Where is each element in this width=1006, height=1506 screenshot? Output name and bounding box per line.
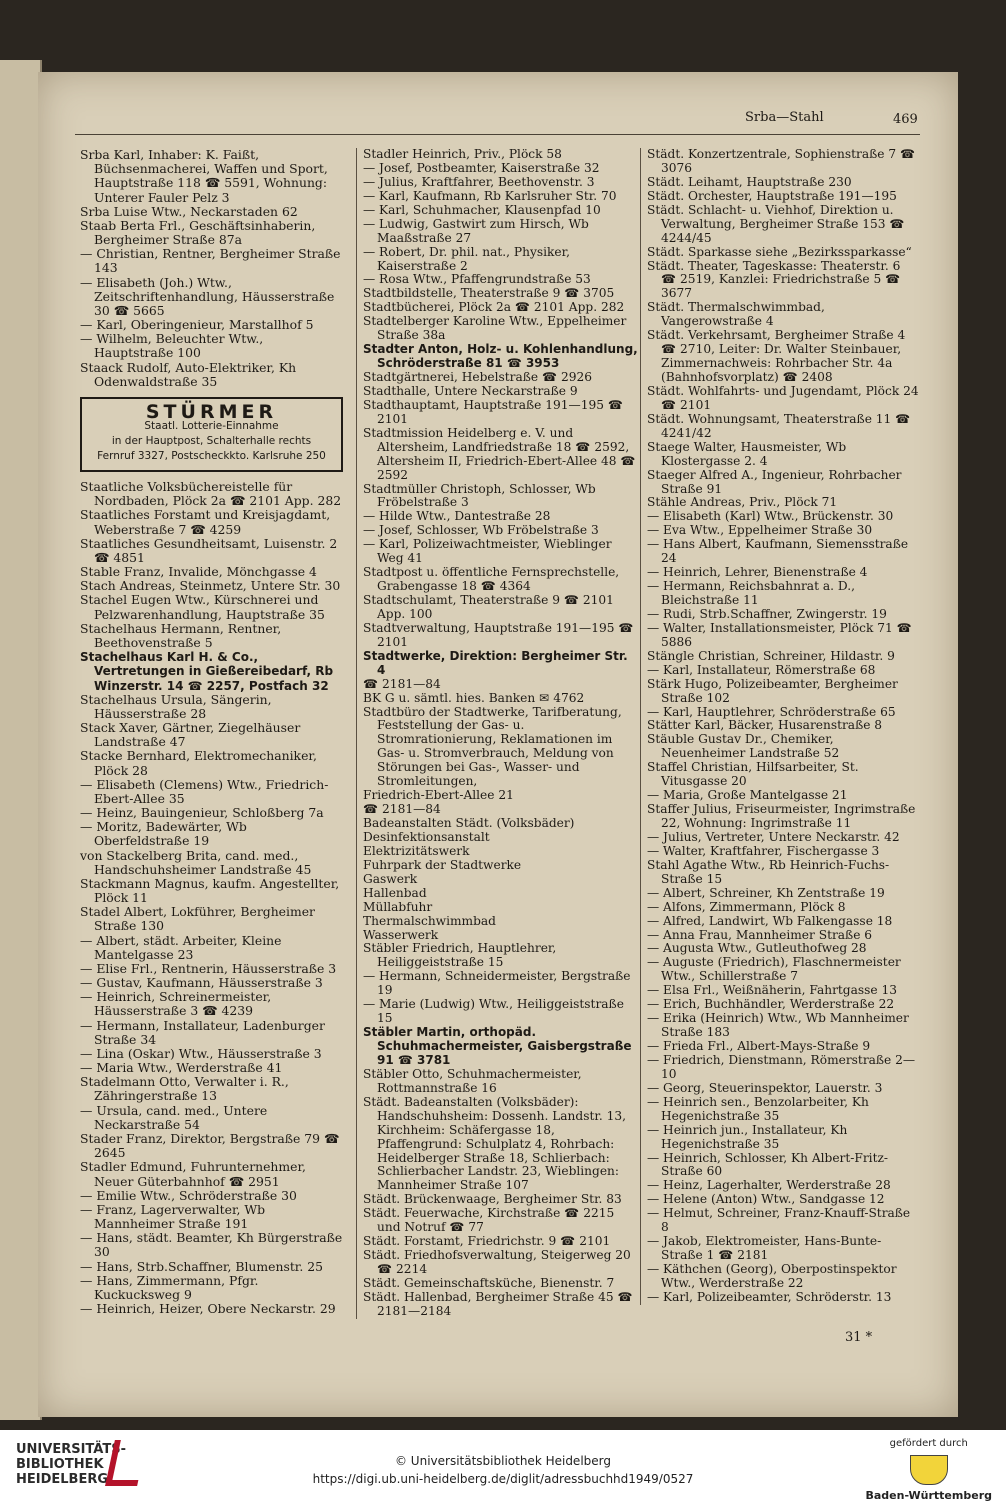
directory-entry: Stadtbücherei, Plöck 2a ☎ 2101 App. 282 — [363, 300, 625, 315]
directory-entry: Stätter Karl, Bäcker, Husarenstraße 8 — [647, 718, 883, 733]
directory-entry: — Helmut, Schreiner, Franz-Knauff-Straße 8 — [647, 1206, 911, 1235]
directory-entry: Städt. Friedhofsverwaltung, Steigerweg 20 ☎ 2214 — [363, 1248, 631, 1276]
directory-entry: Stadtmission Heidelberg e. V. und Altersheim, Landfriedstraße 18 ☎ 2592, Altersheim II, Friedrich-Ebert-Allee 48 ☎ 2592 — [363, 425, 636, 482]
directory-entry: — Walter, Installationsmeister, Plöck 71 ☎ 5886 — [647, 620, 912, 649]
directory-entry: von Stackelberg Brita, cand. med., Handschuhsheimer Landstraße 45 — [80, 847, 312, 877]
directory-entry: — Heinrich jun., Installateur, Kh Hegenichstraße 35 — [647, 1122, 848, 1151]
directory-entry: Städt. Sparkasse siehe „Bezirkssparkasse“ — [647, 244, 912, 259]
copyright-notice: © Universitätsbibliothek Heidelberg — [394, 1454, 611, 1468]
directory-entry: Staack Rudolf, Auto-Elektriker, Kh Odenwaldstraße 35 — [80, 359, 297, 389]
ad-name: STÜRMER — [145, 400, 278, 423]
directory-entry: BK G u. sämtl. hies. Banken ✉ 4762 — [363, 690, 585, 705]
directory-entry: Städt. Brückenwaage, Bergheimer Str. 83 — [363, 1192, 622, 1207]
directory-entry: Müllabfuhr — [363, 899, 433, 914]
directory-entry: Städt. Orchester, Hauptstraße 191—195 — [647, 188, 897, 203]
directory-entry: ☎ 2181—84 — [363, 676, 441, 691]
funder-logo[interactable] — [865, 1438, 992, 1502]
directory-entry: — Karl, Hauptlehrer, Schröderstraße 65 — [647, 704, 896, 719]
directory-entry: — Jakob, Elektromeister, Hans-Bunte-Straße 1 ☎ 2181 — [647, 1234, 882, 1263]
directory-entry: Städt. Leihamt, Hauptstraße 230 — [647, 174, 852, 189]
directory-entry: Staffer Julius, Friseurmeister, Ingrimstraße 22, Wohnung: Ingrimstraße 11 — [647, 802, 916, 830]
directory-entry: Stadthalle, Untere Neckarstraße 9 — [363, 383, 578, 398]
directory-entry: — Lina (Oskar) Wtw., Häusserstraße 3 — [80, 1045, 322, 1061]
directory-entry: — Auguste (Friedrich), Flaschnermeister Wtw., Schillerstraße 7 — [647, 955, 901, 984]
directory-entry: Stadter Anton, Holz- u. Kohlenhandlung, Schröderstraße 81 ☎ 3953 — [363, 342, 638, 371]
directory-entry: Staatliches Forstamt und Kreisjagdamt, Weberstraße 7 ☎ 4259 — [80, 507, 331, 537]
directory-entry: Stadtelberger Karoline Wtw., Eppelheimer Straße 38a — [363, 314, 627, 343]
directory-entry: Stadtpost u. öffentliche Fernsprechstelle, Grabengasse 18 ☎ 4364 — [363, 565, 620, 594]
directory-entry: Stachelhaus Hermann, Rentner, Beethovenstraße 5 — [80, 620, 282, 650]
directory-entry: Srba Luise Wtw., Neckarstaden 62 — [80, 203, 298, 219]
directory-entry: Gaswerk — [363, 871, 418, 886]
directory-entry: Städt. Hallenbad, Bergheimer Straße 45 ☎ 2181—2184 — [363, 1289, 633, 1318]
directory-entry: Stäbler Otto, Schuhmachermeister, Rottmannstraße 16 — [363, 1066, 582, 1095]
directory-entry: — Ludwig, Gastwirt zum Hirsch, Wb Maaßstraße 27 — [363, 216, 589, 245]
column-2 — [356, 148, 638, 1319]
directory-entry: — Hermann, Schneidermeister, Bergstraße 19 — [363, 969, 631, 998]
directory-entry: Stachelhaus Karl H. & Co., Vertretungen in Gießereibedarf, Rb Winzerstr. 14 ☎ 2257, Postfach 32 — [80, 650, 334, 693]
directory-entry: Städt. Feuerwache, Kirchstraße ☎ 2215 und Notruf ☎ 77 — [363, 1206, 615, 1235]
directory-entry: Stader Franz, Direktor, Bergstraße 79 ☎ 2645 — [80, 1131, 340, 1161]
directory-entry: — Elisabeth (Karl) Wtw., Brückenstr. 30 — [647, 509, 894, 524]
directory-entry: — Heinz, Lagerhalter, Werderstraße 28 — [647, 1178, 891, 1193]
header-rule — [75, 134, 920, 135]
directory-entry: Stadtschulamt, Theaterstraße 9 ☎ 2101 App. 100 — [363, 593, 614, 621]
funder-name: Baden-Württemberg — [865, 1489, 992, 1502]
directory-entry: — Ursula, cand. med., Untere Neckarstraße 54 — [80, 1102, 268, 1132]
directory-entry: — Heinz, Bauingenieur, Schloßberg 7a — [80, 805, 324, 821]
column-3 — [640, 148, 919, 1305]
permalink[interactable]: https://digi.ub.uni-heidelberg.de/diglit/adressbuchhd1949/0527 — [312, 1472, 694, 1486]
directory-entry: — Rudi, Strb.Schaffner, Zwingerstr. 19 — [647, 606, 887, 621]
directory-entry: — Hans, städt. Beamter, Kh Bürgerstraße 30 — [80, 1230, 343, 1260]
directory-entry: Städt. Theater, Tageskasse: Theaterstr. 6 ☎ 2519, Kanzlei: Friedrichstraße 5 ☎ 3677 — [647, 258, 901, 301]
directory-entry: Stähle Andreas, Priv., Plöck 71 — [647, 495, 838, 510]
directory-entry: — Albert, Schreiner, Kh Zentstraße 19 — [647, 885, 885, 900]
directory-entry: Stacke Bernhard, Elektromechaniker, Plöck 28 — [80, 748, 317, 778]
directory-entry: — Elisabeth (Joh.) Wtw., Zeitschriftenhandlung, Häusserstraße 30 ☎ 5665 — [80, 274, 335, 318]
directory-entry: — Erich, Buchhändler, Werderstraße 22 — [647, 997, 895, 1012]
directory-entry: Stahl Agathe Wtw., Rb Heinrich-Fuchs-Straße 15 — [647, 857, 890, 886]
directory-entry: — Albert, städt. Arbeiter, Kleine Mantelgasse 23 — [80, 932, 282, 962]
directory-entry: Desinfektionsanstalt — [363, 829, 490, 844]
directory-entry: Srba Karl, Inhaber: K. Faißt, Büchsenmacherei, Waffen und Sport, Hauptstraße 118 ☎ 5591, Wohnung: Unterer Fauler Pelz 3 — [80, 147, 328, 205]
directory-entry: — Christian, Rentner, Bergheimer Straße 143 — [80, 246, 341, 276]
directory-entry: Stadtgärtnerei, Hebelstraße ☎ 2926 — [363, 370, 593, 384]
directory-entry: — Emilie Wtw., Schröderstraße 30 — [80, 1187, 297, 1203]
directory-entry: Wasserwerk — [363, 927, 439, 942]
directory-entry: — Augusta Wtw., Gutleuthofweg 28 — [647, 941, 867, 956]
library-name-line-3: HEIDELBERG — [16, 1472, 109, 1487]
directory-entry: Stäuble Gustav Dr., Chemiker, Neuenheimer Landstraße 52 — [647, 732, 840, 761]
directory-entry: Friedrich-Ebert-Allee 21 — [363, 788, 514, 803]
directory-entry: — Moritz, Badewärter, Wb Oberfeldstraße 19 — [80, 819, 247, 849]
directory-entry: Städt. Forstamt, Friedrichstr. 9 ☎ 2101 — [363, 1234, 611, 1249]
directory-entry: — Hans, Strb.Schaffner, Blumenstr. 25 — [80, 1258, 324, 1274]
directory-entry: Städt. Wohnungsamt, Theaterstraße 11 ☎ 4241/42 — [647, 411, 911, 440]
directory-entry: Fuhrpark der Stadtwerke — [363, 857, 522, 872]
facing-page-edge — [0, 60, 42, 1420]
directory-entry: — Julius, Kraftfahrer, Beethovenstr. 3 — [363, 174, 595, 189]
directory-entry: — Heinrich, Heizer, Obere Neckarstr. 29 — [80, 1301, 336, 1317]
library-name-line-2: BIBLIOTHEK — [16, 1457, 104, 1472]
directory-entry: Elektrizitätswerk — [363, 843, 470, 858]
directory-entry: Stachelhaus Ursula, Sängerin, Häusserstraße 28 — [80, 691, 272, 721]
directory-entry: Stadtmüller Christoph, Schlosser, Wb Fröbelstraße 3 — [363, 481, 596, 510]
directory-entry: Stadtverwaltung, Hauptstraße 191—195 ☎ 2101 — [363, 620, 634, 649]
directory-entry: Staeger Alfred A., Ingenieur, Rohrbacher Straße 91 — [647, 467, 902, 496]
directory-entry: — Karl, Schuhmacher, Klausenpfad 10 — [363, 202, 601, 217]
directory-entry: — Frieda Frl., Albert-Mays-Straße 9 — [647, 1039, 871, 1053]
directory-entry: Stadtbüro der Stadtwerke, Tarifberatung, Feststellung der Gas- u. Stromrationierung, Reklamationen im Gas- u. Stromverbrauch, Meldung von Störungen bei Gas-, Wasser- und Stromleitungen, — [363, 704, 622, 789]
directory-entry: — Robert, Dr. phil. nat., Physiker, Kaiserstraße 2 — [363, 244, 570, 273]
directory-entry: Stackmann Magnus, kaufm. Angestellter, Plöck 11 — [80, 875, 340, 906]
directory-entry: — Käthchen (Georg), Oberpostinspektor Wtw., Werderstraße 22 — [647, 1262, 897, 1290]
directory-entry: Stadler Heinrich, Priv., Plöck 58 — [363, 147, 562, 161]
directory-entry: Stachel Eugen Wtw., Kürschnerei und Pelzwarenhandlung, Hauptstraße 35 — [80, 592, 325, 622]
directory-entry: — Friedrich, Dienstmann, Römerstraße 2—10 — [647, 1052, 916, 1081]
directory-entry: — Heinrich sen., Benzolarbeiter, Kh Hegenichstraße 35 — [647, 1094, 869, 1123]
directory-entry: — Elisabeth (Clemens) Wtw., Friedrich-Ebert-Allee 35 — [80, 776, 329, 806]
directory-entry: — Karl, Installateur, Römerstraße 68 — [647, 662, 876, 677]
library-name-line-1: UNIVERSITÄTS- — [16, 1442, 126, 1457]
directory-entry: Badeanstalten Städt. (Volksbäder) — [363, 816, 575, 830]
directory-entry: — Wilhelm, Beleuchter Wtw., Hauptstraße 100 — [80, 331, 264, 361]
directory-entry: Stäbler Friedrich, Hauptlehrer, Heiliggeiststraße 15 — [363, 941, 557, 970]
directory-entry: Stadtwerke, Direktion: Bergheimer Str. 4 — [363, 648, 628, 677]
directory-entry: — Hermann, Installateur, Ladenburger Straße 34 — [80, 1017, 325, 1047]
ad-line-2: in der Hauptpost, Schalterhalle rechts — [111, 435, 312, 448]
directory-entry: Staatliche Volksbüchereistelle für Nordbaden, Plöck 2a ☎ 2101 App. 282 — [80, 479, 342, 509]
directory-entry: Thermalschwimmbad — [363, 913, 496, 928]
directory-entry: — Julius, Vertreter, Untere Neckarstr. 42 — [647, 829, 900, 844]
ad-line-1: Staatl. Lotterie-Einnahme — [144, 420, 279, 433]
signature-mark: 31 * — [845, 1330, 873, 1345]
directory-entry: — Erika (Heinrich) Wtw., Wb Mannheimer Straße 183 — [647, 1011, 909, 1040]
directory-entry: — Anna Frau, Mannheimer Straße 6 — [647, 927, 873, 942]
directory-entry: Städt. Verkehrsamt, Bergheimer Straße 4 ☎ 2710, Leiter: Dr. Walter Steinbauer, Zimmernachweis: Rohrbacher Str. 4a (Bahnhofsvorplatz) ☎ 2408 — [647, 328, 906, 384]
directory-entry: — Heinrich, Lehrer, Bienenstraße 4 — [647, 565, 868, 580]
state-coat-of-arms-icon — [910, 1455, 948, 1485]
directory-entry: — Franz, Lagerverwalter, Wb Mannheimer Straße 191 — [80, 1201, 266, 1232]
directory-entry: Hallenbad — [363, 885, 427, 900]
directory-entry: — Heinrich, Schreinermeister, Häusserstraße 3 ☎ 4239 — [80, 989, 272, 1019]
directory-entry: Stach Andreas, Steinmetz, Untere Str. 30 — [80, 578, 341, 594]
directory-entry: — Maria, Große Mantelgasse 21 — [647, 788, 848, 803]
directory-entry: Stadtbildstelle, Theaterstraße 9 ☎ 3705 — [363, 286, 615, 301]
directory-entry: Stadelmann Otto, Verwalter i. R., Zähringerstraße 13 — [80, 1074, 289, 1104]
directory-entry: Stack Xaver, Gärtner, Ziegelhäuser Landstraße 47 — [80, 720, 301, 750]
directory-entry: ☎ 2181—84 — [363, 802, 441, 817]
directory-entry: Städt. Wohlfahrts- und Jugendamt, Plöck 24 ☎ 2101 — [647, 383, 919, 412]
directory-entry: — Georg, Steuerinspektor, Lauerstr. 3 — [647, 1080, 883, 1095]
funded-by-label: gefördert durch — [889, 1438, 968, 1449]
directory-entry: — Alfons, Zimmermann, Plöck 8 — [647, 899, 846, 914]
directory-entry: — Walter, Kraftfahrer, Fischergasse 3 — [647, 843, 880, 858]
directory-entry: — Karl, Oberingenieur, Marstallhof 5 — [80, 317, 314, 333]
directory-entry: — Rosa Wtw., Pfaffengrundstraße 53 — [363, 272, 591, 287]
directory-entry: — Karl, Polizeiwachtmeister, Wieblinger Weg 41 — [363, 537, 612, 566]
directory-entry: Staege Walter, Hausmeister, Wb Klostergasse 2. 4 — [647, 439, 847, 468]
directory-entry: — Josef, Schlosser, Wb Fröbelstraße 3 — [363, 523, 599, 538]
directory-entry: — Hermann, Reichsbahnrat a. D., Bleichstraße 11 — [647, 579, 855, 607]
directory-entry: Stängle Christian, Schreiner, Hildastr. 9 — [647, 648, 895, 663]
directory-entry: — Elsa Frl., Weißnäherin, Fahrtgasse 13 — [647, 983, 897, 998]
directory-entry: Stadel Albert, Lokführer, Bergheimer Straße 130 — [80, 904, 315, 934]
directory-entry: — Karl, Polizeibeamter, Schröderstr. 13 — [647, 1289, 892, 1304]
directory-entry: Städt. Konzertzentrale, Sophienstraße 7 ☎ 3076 — [647, 147, 916, 175]
ad-line-3: Fernruf 3327, Postscheckkto. Karlsruhe 250 — [97, 450, 326, 463]
directory-entry: Stadthauptamt, Hauptstraße 191—195 ☎ 2101 — [363, 397, 624, 426]
directory-entry: — Maria Wtw., Werderstraße 41 — [80, 1060, 283, 1076]
directory-entry: Stäbler Martin, orthopäd. Schuhmachermeister, Gaisbergstraße 91 ☎ 3781 — [363, 1025, 632, 1067]
directory-entry: — Heinrich, Schlosser, Kh Albert-Fritz-Straße 60 — [647, 1150, 889, 1179]
directory-entry: Stadler Edmund, Fuhrunternehmer, Neuer Güterbahnhof ☎ 2951 — [80, 1159, 306, 1189]
directory-entry: Staab Berta Frl., Geschäftsinhaberin, Bergheimer Straße 87a — [80, 217, 316, 248]
viewer-footer — [0, 1430, 1006, 1506]
directory-entry: Städt. Badeanstalten (Volksbäder): Handschuhsheim: Dossenh. Landstr. 13, Kirchheim: Schäfergasse 18, Pfaffengrund: Schulplatz 4, Rohrbach: Heidelberger Straße 18, Schlierbach: Schlierbacher Landstr. 23, Wieblingen: Mannheimer Straße 107 — [363, 1094, 626, 1193]
column-1 — [80, 148, 345, 1316]
directory-entry: — Hilde Wtw., Dantestraße 28 — [363, 509, 551, 524]
directory-entry: Städt. Thermalschwimmbad, Vangerowstraße 4 — [647, 300, 825, 329]
directory-entry: — Elise Frl., Rentnerin, Häusserstraße 3 — [80, 960, 337, 976]
directory-entry: — Eva Wtw., Eppelheimer Straße 30 — [647, 523, 873, 538]
directory-entry: Stable Franz, Invalide, Mönchgasse 4 — [80, 564, 317, 580]
directory-entry: Staatliches Gesundheitsamt, Luisenstr. 2 ☎ 4851 — [80, 535, 338, 565]
directory-entry: Staffel Christian, Hilfsarbeiter, St. Vitusgasse 20 — [647, 760, 859, 789]
directory-entry: — Karl, Kaufmann, Rb Karlsruher Str. 70 — [363, 188, 617, 203]
directory-entry: Städt. Schlacht- u. Viehhof, Direktion u. Verwaltung, Bergheimer Straße 153 ☎ 4244/45 — [647, 202, 905, 245]
directory-entry: — Gustav, Kaufmann, Häusserstraße 3 — [80, 975, 323, 991]
directory-entry: — Hans Albert, Kaufmann, Siemensstraße 24 — [647, 537, 909, 566]
directory-entry: Stärk Hugo, Polizeibeamter, Bergheimer Straße 102 — [647, 676, 898, 705]
directory-entry: — Hans, Zimmermann, Pfgr. Kuckucksweg 9 — [80, 1272, 259, 1302]
directory-entry: — Marie (Ludwig) Wtw., Heiliggeiststraße 15 — [363, 997, 624, 1026]
directory-entry: — Helene (Anton) Wtw., Sandgasse 12 — [647, 1192, 885, 1207]
running-head: Srba—Stahl — [745, 110, 824, 125]
page-number: 469 — [893, 112, 918, 127]
lottery-advertisement — [80, 397, 343, 472]
directory-entry: Städt. Gemeinschaftsküche, Bienenstr. 7 — [363, 1275, 615, 1290]
directory-entry: — Josef, Postbeamter, Kaiserstraße 32 — [363, 160, 600, 175]
directory-entry: — Alfred, Landwirt, Wb Falkengasse 18 — [647, 913, 893, 928]
